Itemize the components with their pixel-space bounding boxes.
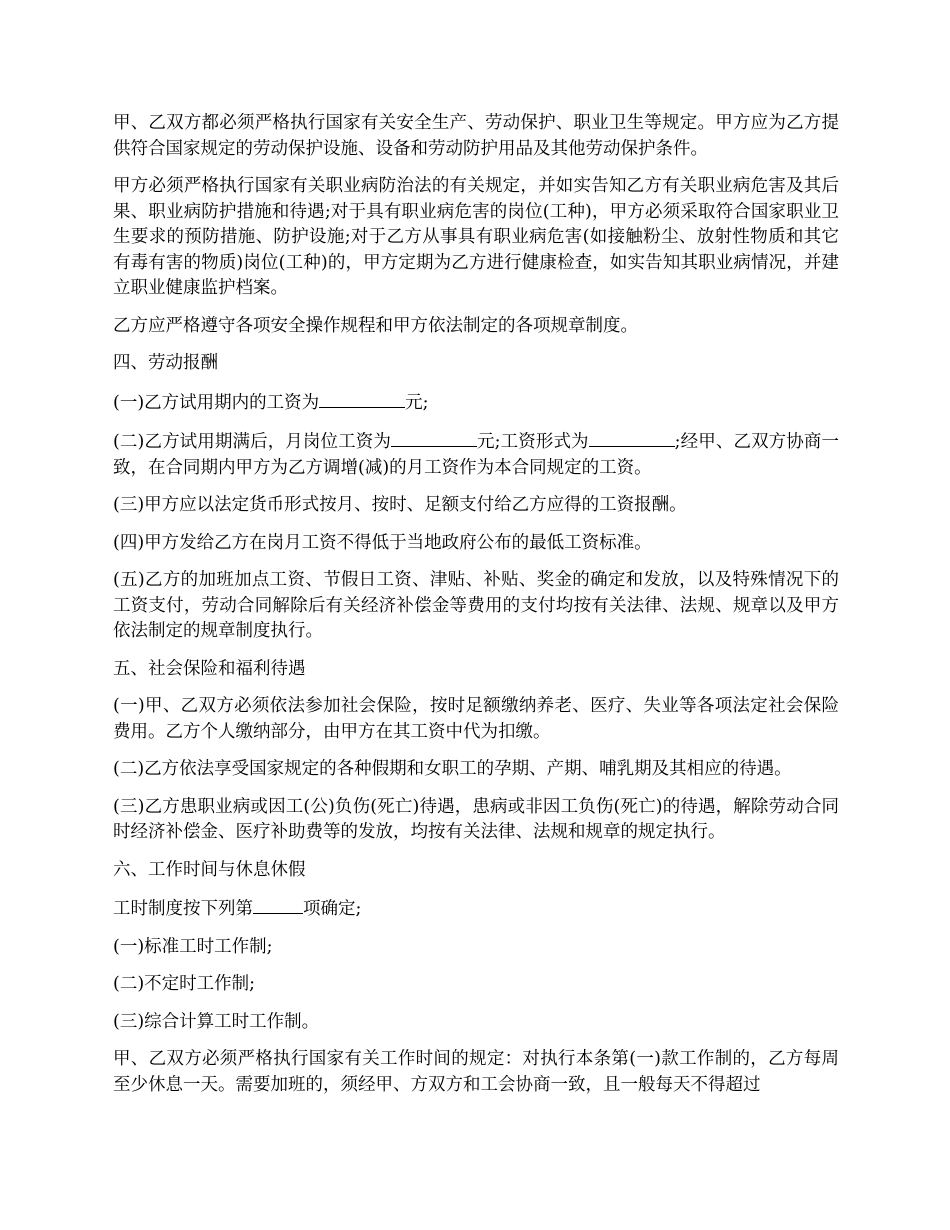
paragraph-comprehensive-hours: (三)综合计算工时工作制。 [113,1011,320,1032]
paragraph-probation-salary [113,389,839,417]
probation-salary-text: (一)乙方试用期内的工资为 [113,392,320,413]
heading-section-6: 六、工作时间与休息休假 [113,859,306,880]
paragraph-post-salary [113,428,839,481]
paragraph-minimum-wage: (四)甲方发给乙方在岗月工资不得低于当地政府公布的最低工资标准。 [113,532,652,553]
post-salary-blank [391,428,477,447]
heading-section-4: 四、劳动报酬 [113,353,218,373]
document-page [113,111,839,1110]
probation-salary-unit: 元; [405,392,429,413]
paragraph-occupational-disease: 甲方必须严格执行国家有关职业病防治法的有关规定，并如实告知乙方有关职业病危害及其后果、职业病防护措施和待遇;对于具有职业病危害的岗位(工种)，甲方必须采取符合国家职业卫生要求的预防措施、防护设施;对于乙方从事具有职业病危害(如接触粉尘、放射性物质和其它有毒有害的物质)岗位(工种)的，甲方定期为乙方进行健康检查，如实告知其职业病情况，并建立职业健康监护档案。 [113,176,839,298]
paragraph-standard-hours: (一)标准工时工作制; [113,936,273,957]
post-salary-text-b: 元;工资形式为 [476,432,589,452]
paragraph-safety: 甲、乙双方都必须严格执行国家有关安全生产、劳动保护、职业卫生等规定。甲方应为乙方提供符合国家规定的劳动保护设施、设备和劳动防护用品及其他劳动保护条件。 [113,113,839,159]
working-hours-text: 工时制度按下列第 [113,899,253,919]
post-salary-text-a: (二)乙方试用期满后，月岗位工资为 [113,432,391,452]
paragraph-social-insurance: (一)甲、乙双方必须依法参加社会保险，按时足额缴纳养老、医疗、失业等各项法定社会保险费用。乙方个人缴纳部分，由甲方在其工资中代为扣缴。 [113,696,839,742]
post-salary-text-c: ;经甲、乙双方协商一致，在合同期内甲方为乙方调增(减)的月工资作为本合同规定的工资。 [113,432,839,478]
paragraph-salary-payment: (三)甲方应以法定货币形式按月、按时、足额支付给乙方应得的工资报酬。 [113,495,687,515]
paragraph-leave-benefits: (二)乙方依法享受国家规定的各种假期和女职工的孕期、产期、哺乳期及其相应的待遇。 [113,759,792,779]
probation-salary-blank [319,389,405,408]
working-hours-suffix: 项确定; [303,899,362,919]
paragraph-flexible-hours: (二)不定时工作制; [113,974,256,994]
paragraph-overtime-pay: (五)乙方的加班加点工资、节假日工资、津贴、补贴、奖金的确定和发放，以及特殊情况下的工资支付，劳动合同解除后有关经济补偿金等费用的支付均按有关法律、法规、规章以及甲方依法制定的规章制度执行。 [113,570,839,641]
salary-form-blank [589,428,675,447]
paragraph-rest-days: 甲、乙双方必须严格执行国家有关工作时间的规定：对执行本条第(一)款工作制的，乙方每周至少休息一天。需要加班的，须经甲、方双方和工会协商一致，且一般每天不得超过 [113,1049,839,1095]
paragraph-rules-compliance: 乙方应严格遵守各项安全操作规程和甲方依法制定的各项规章制度。 [113,315,638,336]
paragraph-injury-benefits: (三)乙方患职业病或因工(公)负伤(死亡)待遇，患病或非因工负伤(死亡)的待遇，解除劳动合同时经济补偿金、医疗补助费等的发放，均按有关法律、法规和规章的规定执行。 [113,796,839,842]
working-hours-blank [253,895,303,914]
paragraph-working-hours-system [113,895,839,923]
heading-section-5: 五、社会保险和福利待遇 [113,658,306,679]
